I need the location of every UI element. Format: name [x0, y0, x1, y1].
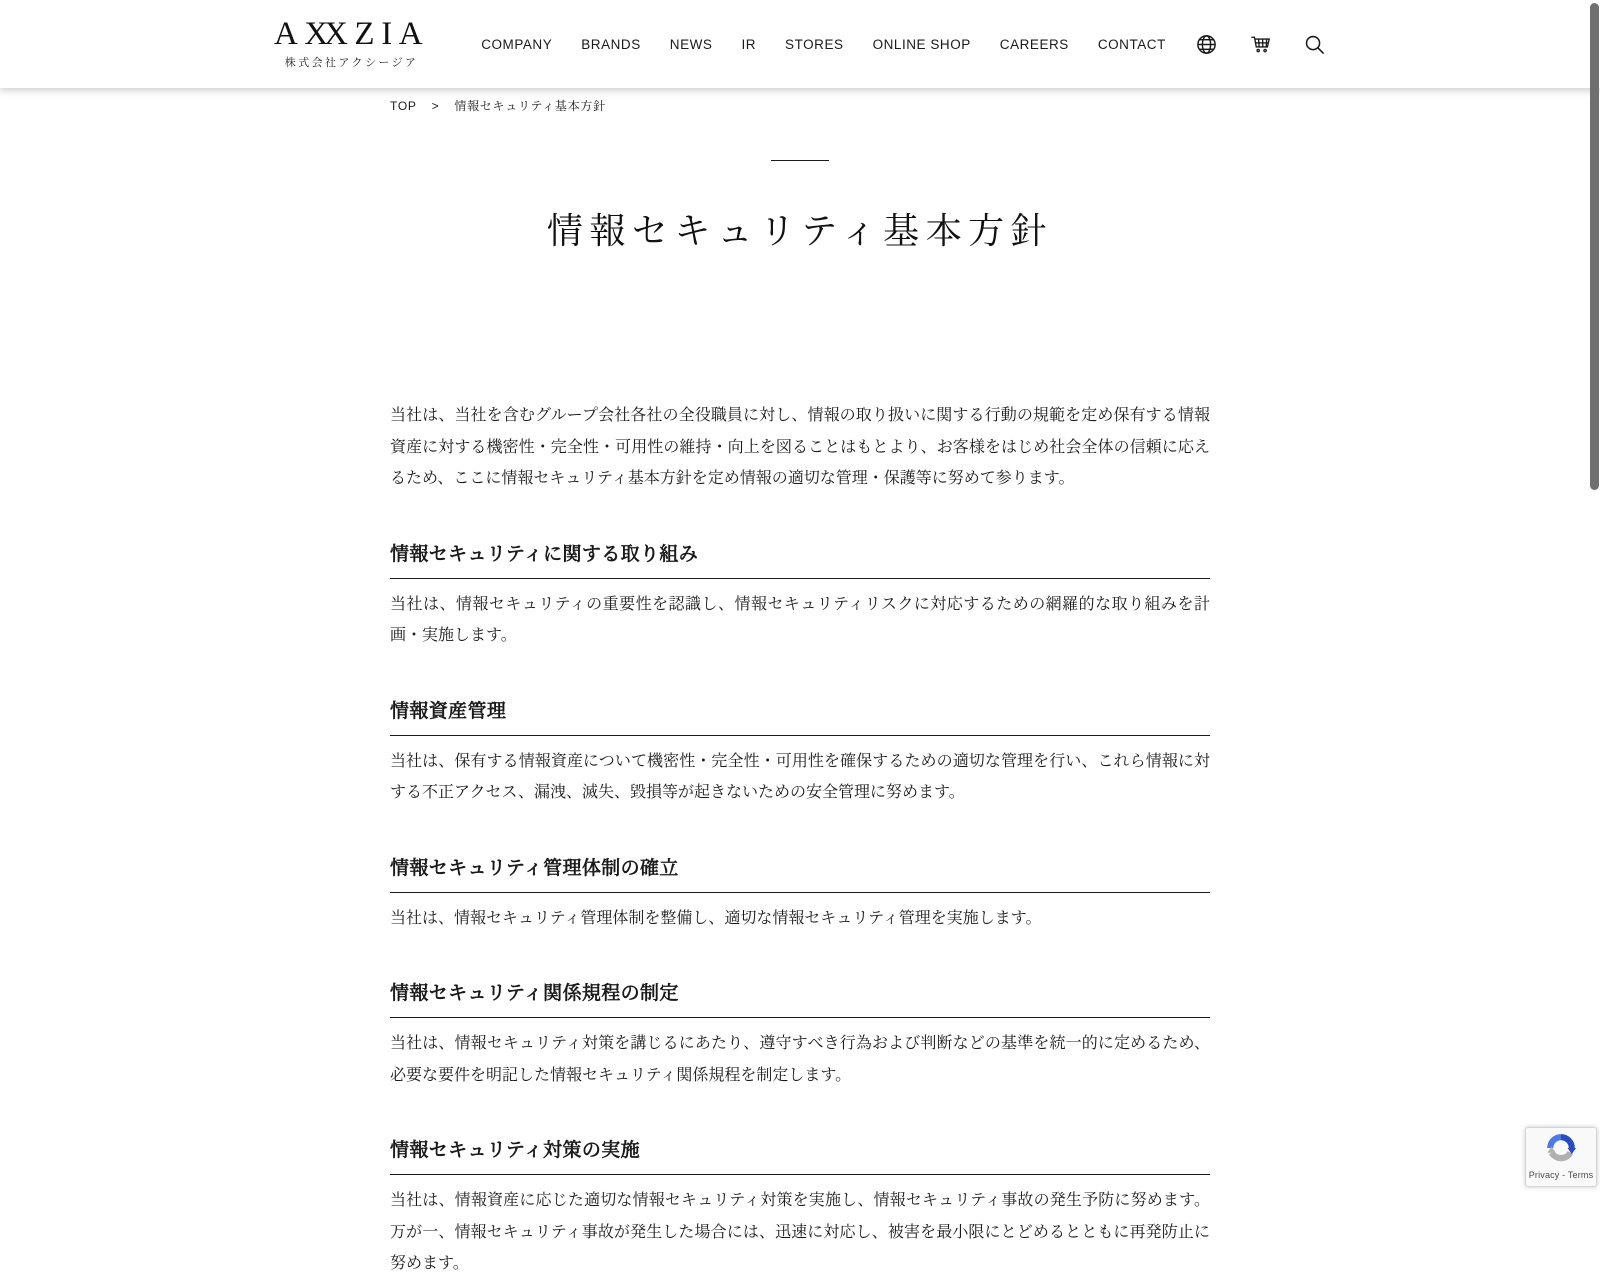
- title-divider: [771, 160, 829, 161]
- nav-item-stores[interactable]: STORES: [785, 37, 844, 52]
- nav-item-online-shop[interactable]: ONLINE SHOP: [873, 37, 971, 52]
- section-security-efforts: [390, 539, 1210, 652]
- recaptcha-privacy-terms[interactable]: Privacy - Terms: [1526, 1170, 1596, 1180]
- recaptcha-badge[interactable]: [1525, 1127, 1597, 1187]
- intro-paragraph: 当社は、当社を含むグループ会社各社の全役職員に対し、情報の取り扱いに関する行動の規範を定め保有する情報資産に対する機密性・完全性・可用性の維持・向上を図ることはもとより、お客様をはじめ社会全体の信頼に応えるため、ここに情報セキュリティ基本方針を定め情報の適切な管理・保護等に努めて参ります。: [390, 400, 1210, 495]
- section-body: 当社は、情報セキュリティの重要性を認識し、情報セキュリティリスクに対応するための網羅的な取り組みを計画・実施します。: [390, 589, 1210, 652]
- cart-icon[interactable]: [1249, 33, 1272, 56]
- search-icon[interactable]: [1303, 33, 1326, 56]
- header-inner: [274, 0, 1326, 88]
- section-asset-management: [390, 696, 1210, 809]
- breadcrumb-separator: >: [432, 99, 440, 113]
- recaptcha-icon: [1546, 1150, 1576, 1167]
- section-body: 当社は、情報セキュリティ対策を講じるにあたり、遵守すべき行為および判断などの基準を統一的に定めるため、必要な要件を明記した情報セキュリティ関係規程を制定します。: [390, 1028, 1210, 1091]
- section-heading: 情報セキュリティ関係規程の制定: [390, 978, 1210, 1018]
- globe-icon[interactable]: [1195, 33, 1218, 56]
- breadcrumb: [390, 88, 1210, 114]
- section-body: 当社は、情報資産に応じた適切な情報セキュリティ対策を実施し、情報セキュリティ事故の発生予防に努めます。万が一、情報セキュリティ事故が発生した場合には、迅速に対応し、被害を最小限にとどめるとともに再発防止に努めます。: [390, 1185, 1210, 1280]
- nav-item-news[interactable]: NEWS: [670, 37, 713, 52]
- section-management-structure: [390, 853, 1210, 935]
- company-logo[interactable]: [274, 18, 429, 70]
- nav-item-careers[interactable]: CAREERS: [1000, 37, 1069, 52]
- page-title: 情報セキュリティ基本方針: [390, 203, 1210, 254]
- breadcrumb-top-link[interactable]: TOP: [390, 99, 417, 113]
- section-heading: 情報資産管理: [390, 696, 1210, 736]
- section-regulations: [390, 978, 1210, 1091]
- scrollbar-thumb[interactable]: [1590, 3, 1599, 490]
- logo-wordmark: AXXZIA: [274, 18, 429, 51]
- section-heading: 情報セキュリティに関する取り組み: [390, 539, 1210, 579]
- main-nav: [481, 37, 1166, 52]
- section-heading: 情報セキュリティ管理体制の確立: [390, 853, 1210, 893]
- section-heading: 情報セキュリティ対策の実施: [390, 1135, 1210, 1175]
- logo-subtitle: 株式会社アクシージア: [274, 54, 429, 70]
- title-block: [390, 160, 1210, 254]
- section-countermeasures: [390, 1135, 1210, 1280]
- nav-item-brands[interactable]: BRANDS: [581, 37, 641, 52]
- nav-item-ir[interactable]: IR: [741, 37, 756, 52]
- section-body: 当社は、保有する情報資産について機密性・完全性・可用性を確保するための適切な管理を行い、これら情報に対する不正アクセス、漏洩、滅失、毀損等が起きないための安全管理に努めます。: [390, 746, 1210, 809]
- section-body: 当社は、情報セキュリティ管理体制を整備し、適切な情報セキュリティ管理を実施します。: [390, 903, 1210, 935]
- site-header: [0, 0, 1600, 88]
- nav-item-company[interactable]: COMPANY: [481, 37, 552, 52]
- nav-item-contact[interactable]: CONTACT: [1098, 37, 1166, 52]
- main-content: [390, 88, 1210, 1280]
- breadcrumb-current: 情報セキュリティ基本方針: [454, 97, 605, 114]
- header-icons: [1195, 33, 1326, 56]
